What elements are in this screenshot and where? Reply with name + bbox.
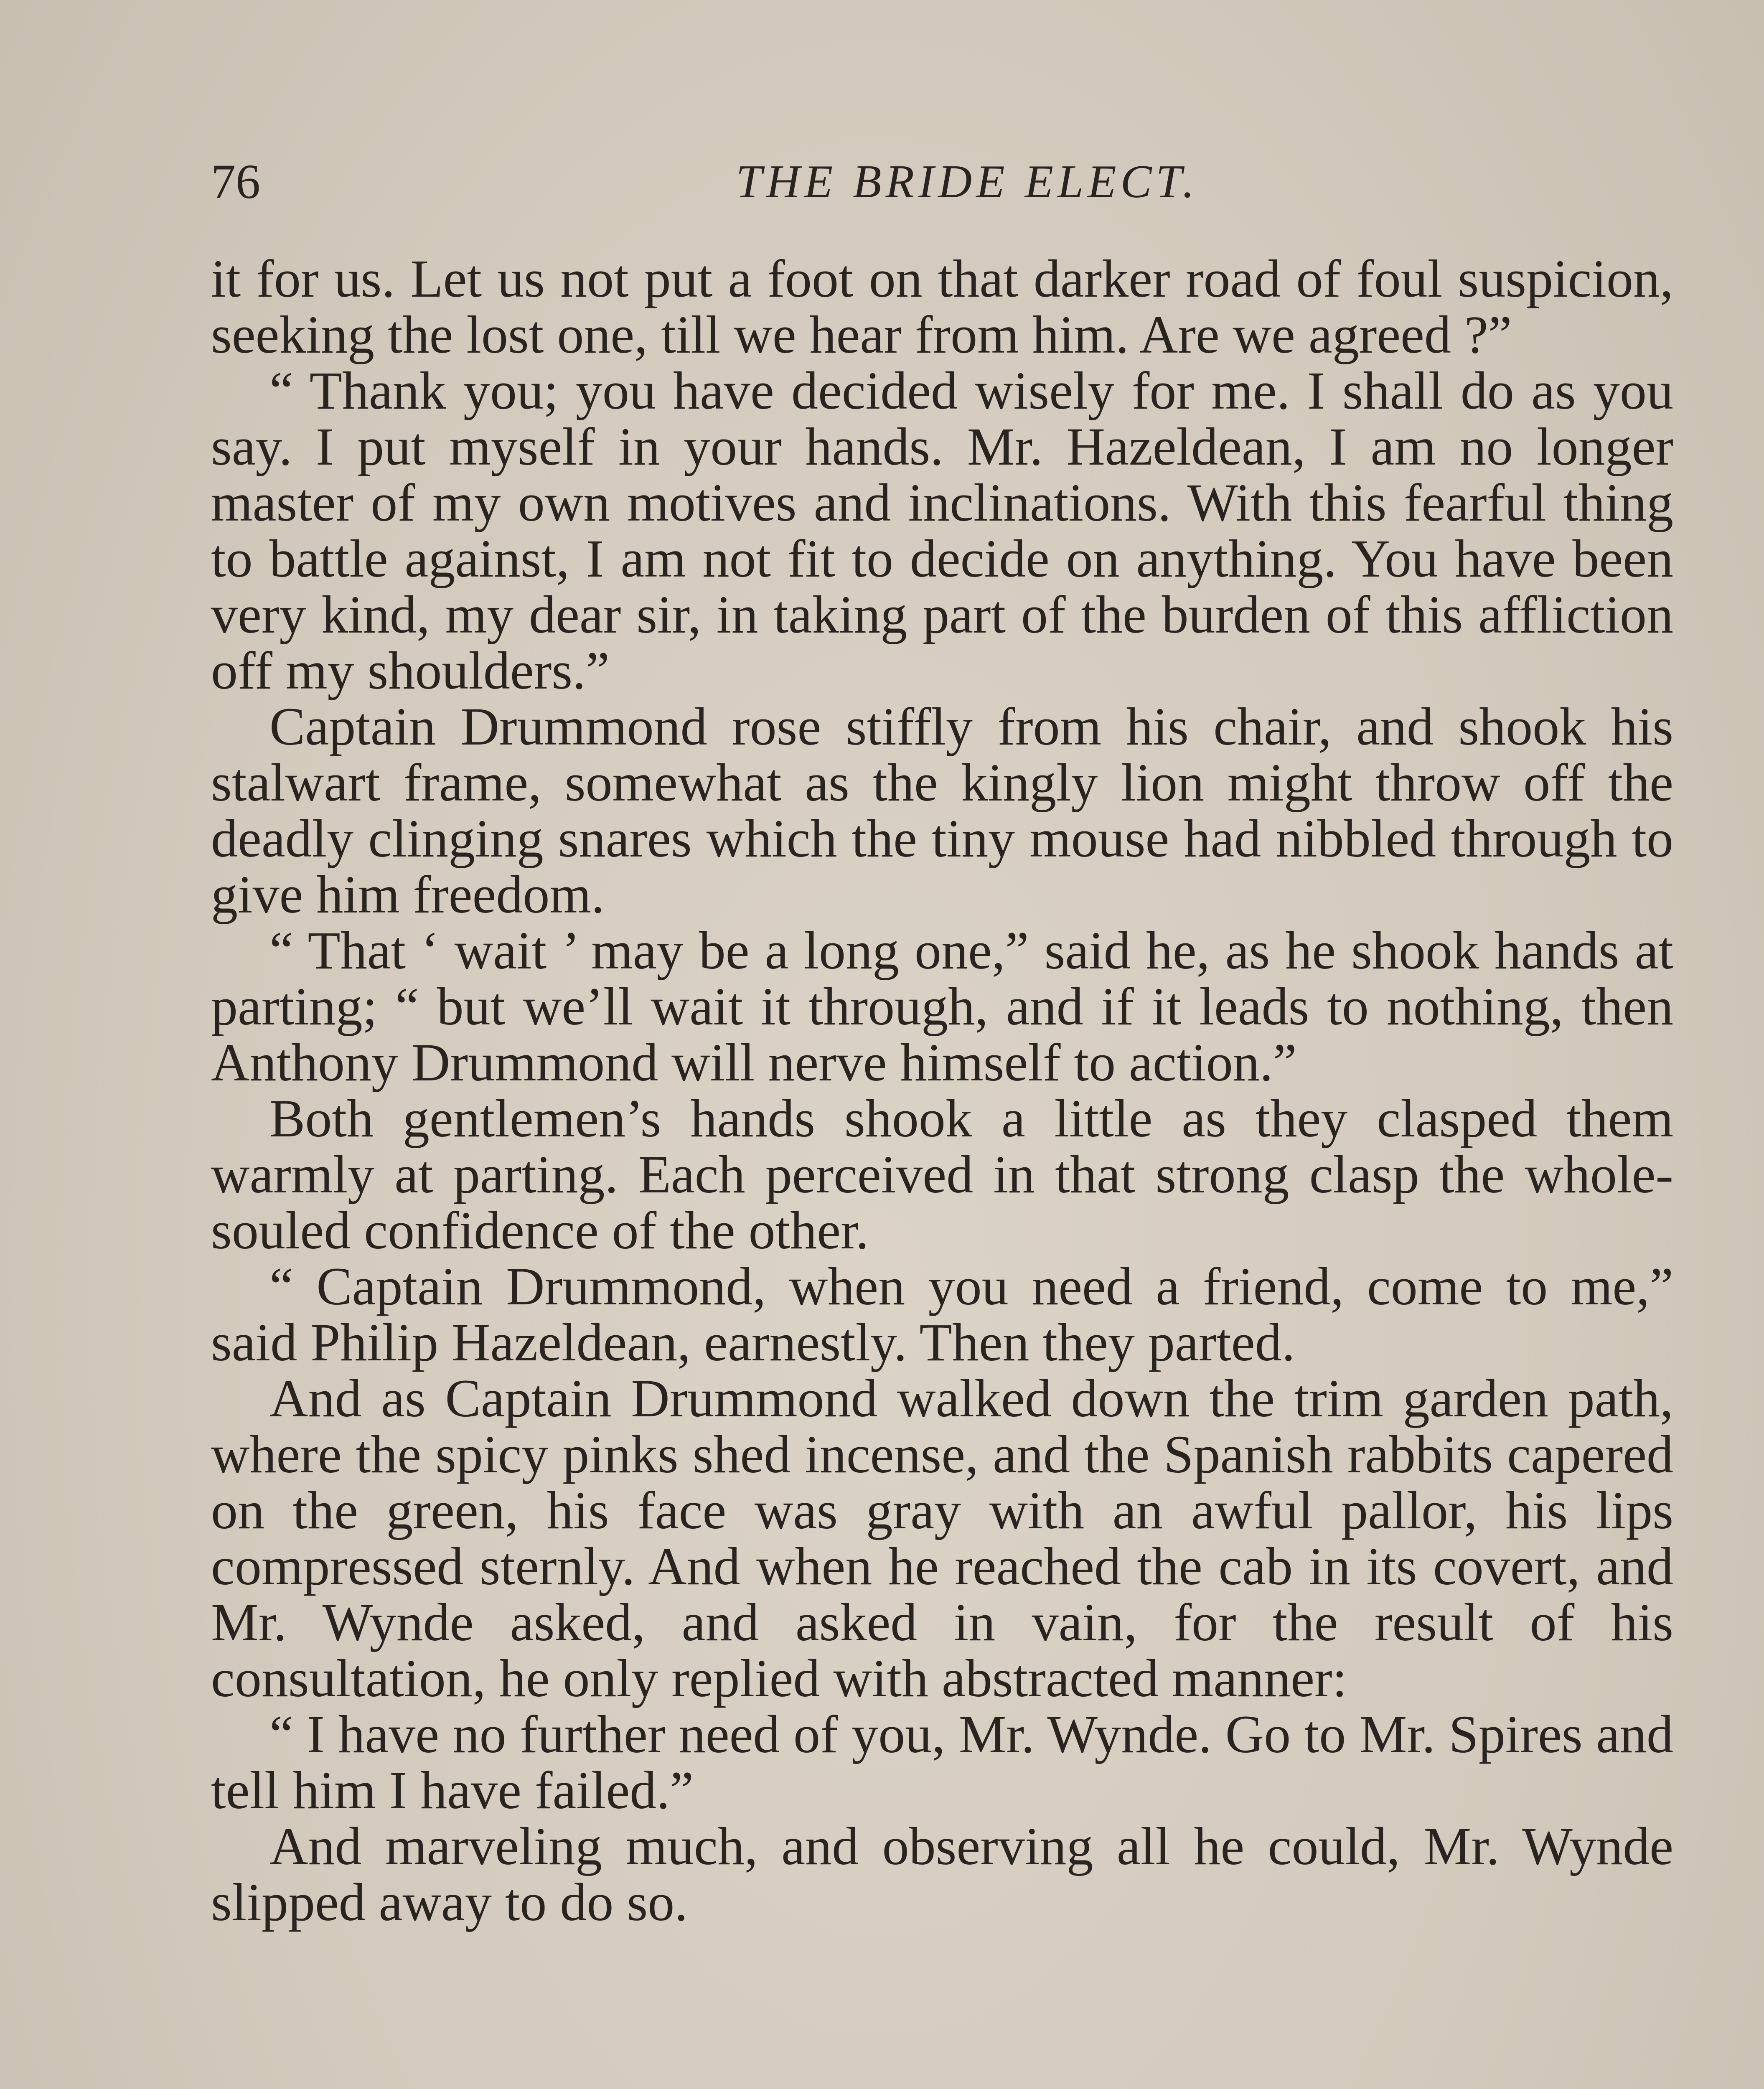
paragraph: “ I have no further need of you, Mr. Wynde. Go to Mr. Spires and tell him I have failed.” xyxy=(211,1705,1673,1820)
page-number: 76 xyxy=(211,154,260,209)
running-title: THE BRIDE ELECT. xyxy=(736,156,1199,208)
paragraph: “ Captain Drummond, when you need a friend, come to me,” said Philip Hazeldean, earnestly. Then they parted. xyxy=(211,1257,1673,1372)
page-header xyxy=(211,150,1673,213)
paragraph: it for us. Let us not put a foot on that darker road of foul suspicion, seeking the lost one, till we hear from him. Are we agreed ?” xyxy=(211,249,1673,364)
paragraph: Both gentlemen’s hands shook a little as they clasped them warmly at parting. Each perceived in that strong clasp the whole-souled confidence of the other. xyxy=(211,1089,1673,1260)
paragraph: “ Thank you; you have decided wisely for me. I shall do as you say. I put myself in your hands. Mr. Hazeldean, I am no longer master of my own motives and inclinations. With this fearful thing to battle against, I am not fit to decide on anything. You have been very kind, my dear sir, in taking part of the burden of this affliction off my shoulders.” xyxy=(211,361,1673,700)
paragraph: “ That ‘ wait ’ may be a long one,” said he, as he shook hands at parting; “ but we’ll wait it through, and if it leads to nothing, then Anthony Drummond will nerve himself to action.” xyxy=(211,921,1673,1092)
paragraph: And marveling much, and observing all he could, Mr. Wynde slipped away to do so. xyxy=(211,1817,1673,1932)
body-text xyxy=(211,251,1673,1930)
paragraph: And as Captain Drummond walked down the trim garden path, where the spicy pinks shed incense, and the Spanish rabbits capered on the green, his face was gray with an awful pallor, his lips compressed sternly. And when he reached the cab in its covert, and Mr. Wynde asked, and asked in vain, for the result of his consultation, he only replied with abstracted manner: xyxy=(211,1369,1673,1708)
paragraph: Captain Drummond rose stiffly from his chair, and shook his stalwart frame, somewhat as the kingly lion might throw off the deadly clinging snares which the tiny mouse had nibbled through to give him freedom. xyxy=(211,697,1673,924)
